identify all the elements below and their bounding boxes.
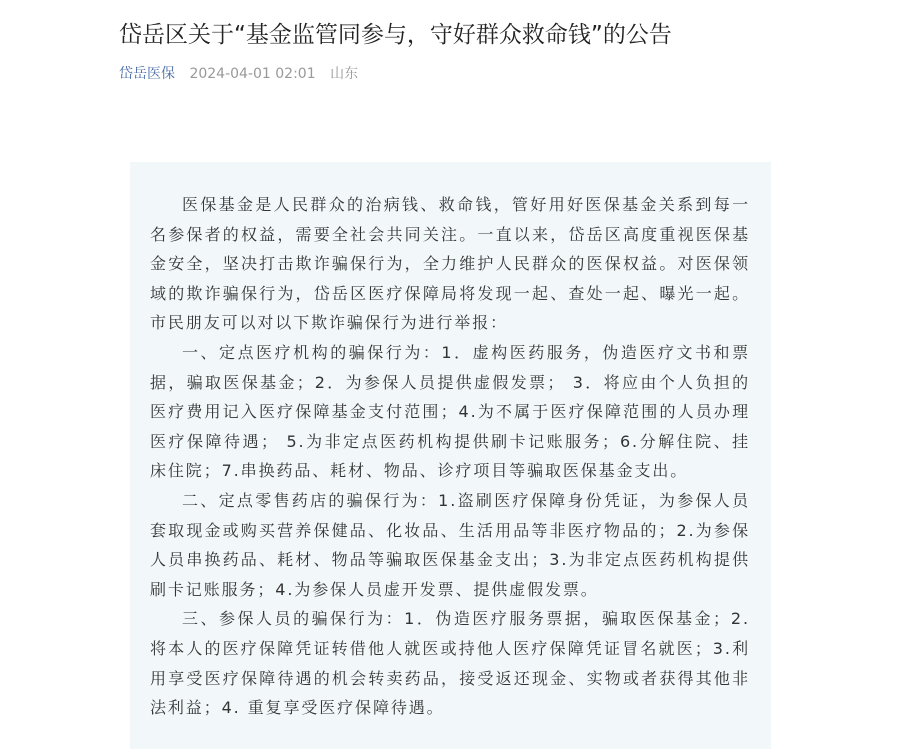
article-meta [119,64,358,84]
publish-location: 山东 [330,66,359,82]
page-title: 岱岳区关于“基金监管同参与，守好群众救命钱”的公告 [119,22,672,48]
article-body [150,190,750,723]
paragraph-medical-institutions: 一、定点医疗机构的骗保行为：1．虚构医药服务，伪造医疗文书和票据，骗取医保基金；2．为参保人员提供虚假发票； 3．将应由个人负担的医疗费用记入医疗保障基金支付范围；4.为不属于医疗保障范围的人员办理医疗保障待遇； 5.为非定点医药机构提供刷卡记账服务；6.分解住院、挂床住院；7.串换药品、耗材、物品、诊疗项目等骗取医保基金支出。 [150,342,750,481]
paragraph-retail-pharmacies: 二、定点零售药店的骗保行为：1.盗刷医疗保障身份凭证，为参保人员套取现金或购买营养保健品、化妆品、生活用品等非医疗物品的；2.为参保人员串换药品、耗材、物品等骗取医保基金支出；3.为非定点医药机构提供刷卡记账服务；4.为参保人员虚开发票、提供虚假发票。 [150,490,750,599]
paragraph-intro: 医保基金是人民群众的治病钱、救命钱，管好用好医保基金关系到每一名参保者的权益，需要全社会共同关注。一直以来，岱岳区高度重视医保基金安全，坚决打击欺诈骗保行为，全力维护人民群众的医保权益。对医保领域的欺诈骗保行为，岱岳区医疗保障局将发现一起、查处一起、曝光一起。市民朋友可以对以下欺诈骗保行为进行举报： [150,195,750,333]
source-link[interactable]: 岱岳医保 [119,66,175,82]
paragraph-insured-persons: 三、参保人员的骗保行为：1．伪造医疗服务票据，骗取医保基金；2.将本人的医疗保障凭证转借他人就医或持他人医疗保障凭证冒名就医；3.利用享受医疗保障待遇的机会转卖药品，接受返还现金、实物或者获得其他非法利益；4. 重复享受医疗保障待遇。 [150,609,750,718]
publish-time: 2024-04-01 02:01 [189,66,316,82]
